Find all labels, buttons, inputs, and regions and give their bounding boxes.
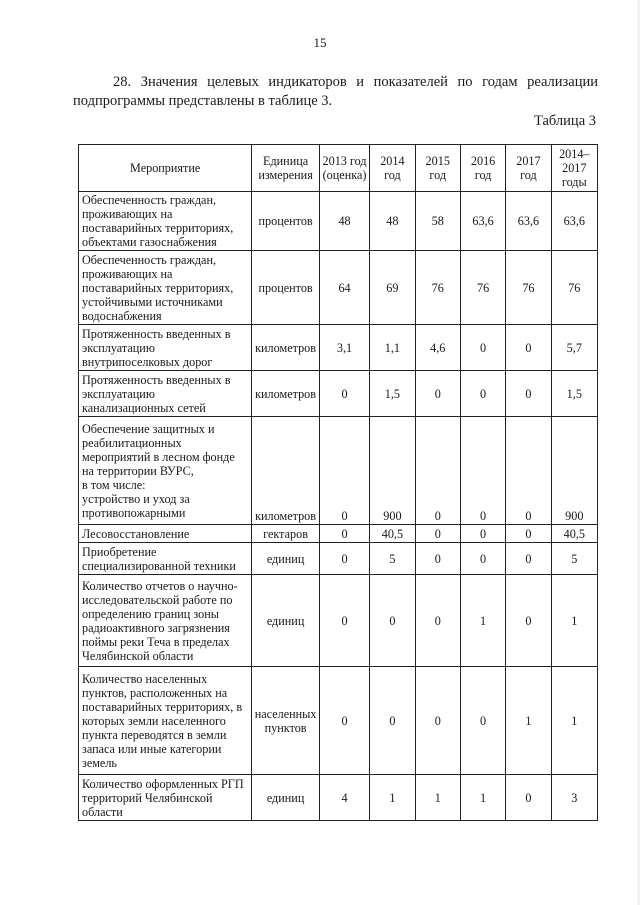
row-total: 5,7 (551, 325, 597, 371)
row-total: 1,5 (551, 371, 597, 417)
row-2017: 76 (506, 251, 551, 325)
table-row (79, 525, 598, 543)
row-2014: 1,1 (370, 325, 415, 371)
row-unit: процентов (252, 251, 320, 325)
header-2013: 2013 год (оценка) (319, 145, 369, 192)
table-row (79, 371, 598, 417)
row-2014: 0 (370, 575, 415, 667)
row-2017: 0 (506, 371, 551, 417)
table-row (79, 667, 598, 775)
row-measure-main: Обеспечение защитных и реабилитационных мероприятий в лесном фонде на территории ВУРС, (82, 421, 235, 478)
table-row (79, 251, 598, 325)
row-2017: 0 (506, 325, 551, 371)
row-2015: 58 (415, 192, 460, 251)
row-measure: Приобретение специализированной техники (79, 543, 252, 575)
row-total: 63,6 (551, 192, 597, 251)
row-2017: 0 (506, 575, 551, 667)
row-2015: 1 (415, 775, 460, 821)
row-measure: Лесовосстановление (79, 525, 252, 543)
row-2017: 0 (506, 525, 551, 543)
row-2016: 0 (460, 667, 505, 775)
table-row (79, 417, 598, 525)
row-2017: 0 (506, 543, 551, 575)
row-measure: Количество населенных пунктов, расположенных на поставарийных территориях, в которых земли населенного пункта переводятся в земли запаса или иные категории земель (79, 667, 252, 775)
row-unit: процентов (252, 192, 320, 251)
row-2015: 0 (415, 543, 460, 575)
row-measure (79, 417, 252, 525)
row-2017: 0 (506, 417, 551, 525)
row-2014: 69 (370, 251, 415, 325)
header-2015: 2015 год (415, 145, 460, 192)
row-2014: 40,5 (370, 525, 415, 543)
row-total: 5 (551, 543, 597, 575)
row-2013: 3,1 (319, 325, 369, 371)
row-2013: 0 (319, 667, 369, 775)
row-2016: 1 (460, 575, 505, 667)
row-2014: 48 (370, 192, 415, 251)
header-2014: 2014 год (370, 145, 415, 192)
row-total: 40,5 (551, 525, 597, 543)
indicators-table (78, 144, 598, 821)
row-2013: 48 (319, 192, 369, 251)
row-2017: 63,6 (506, 192, 551, 251)
table-row (79, 543, 598, 575)
row-2014: 900 (370, 417, 415, 525)
header-2016: 2016 год (460, 145, 505, 192)
row-2015: 4,6 (415, 325, 460, 371)
row-2013: 4 (319, 775, 369, 821)
row-unit: километров (252, 371, 320, 417)
row-unit: километров (252, 417, 320, 525)
row-2016: 1 (460, 775, 505, 821)
row-2013: 0 (319, 525, 369, 543)
table-row (79, 192, 598, 251)
header-unit: Единица измерения (252, 145, 320, 192)
row-measure: Количество оформленных РГП территорий Челябинской области (79, 775, 252, 821)
row-unit: единиц (252, 543, 320, 575)
table-header-row (79, 145, 598, 192)
row-total: 76 (551, 251, 597, 325)
row-2016: 0 (460, 325, 505, 371)
row-unit: населенных пунктов (252, 667, 320, 775)
row-2016: 0 (460, 543, 505, 575)
table-row (79, 775, 598, 821)
row-2013: 0 (319, 371, 369, 417)
row-2014: 5 (370, 543, 415, 575)
row-measure: Протяженность введенных в эксплуатацию внутрипоселковых дорог (79, 325, 252, 371)
row-2017: 0 (506, 775, 551, 821)
row-2013: 0 (319, 543, 369, 575)
row-2017: 1 (506, 667, 551, 775)
row-measure-sub: устройство и уход за противопожарными (82, 491, 190, 520)
row-2013: 0 (319, 417, 369, 525)
row-2015: 76 (415, 251, 460, 325)
row-2014: 0 (370, 667, 415, 775)
intro-paragraph: 28. Значения целевых индикаторов и показателей по годам реализации подпрограммы представлены в таблице 3. (73, 73, 598, 109)
header-2017: 2017 год (506, 145, 551, 192)
row-measure: Протяженность введенных в эксплуатацию канализационных сетей (79, 371, 252, 417)
table-row (79, 575, 598, 667)
row-total: 900 (551, 417, 597, 525)
row-total: 3 (551, 775, 597, 821)
row-unit: километров (252, 325, 320, 371)
row-2013: 0 (319, 575, 369, 667)
table-caption: Таблица 3 (533, 113, 596, 129)
table-row (79, 325, 598, 371)
row-2015: 0 (415, 417, 460, 525)
row-total: 1 (551, 575, 597, 667)
row-2015: 0 (415, 667, 460, 775)
row-2013: 64 (319, 251, 369, 325)
row-unit: единиц (252, 575, 320, 667)
header-total: 2014– 2017 годы (551, 145, 597, 192)
row-2015: 0 (415, 575, 460, 667)
row-unit: гектаров (252, 525, 320, 543)
row-total: 1 (551, 667, 597, 775)
row-measure: Обеспеченность граждан, проживающих на поставарийных территориях, устойчивыми источниками водоснабжения (79, 251, 252, 325)
row-2016: 0 (460, 417, 505, 525)
row-measure: Обеспеченность граждан, проживающих на поставарийных территориях, объектами газоснабжения (79, 192, 252, 251)
row-2014: 1 (370, 775, 415, 821)
row-2016: 0 (460, 525, 505, 543)
row-unit: единиц (252, 775, 320, 821)
row-2014: 1,5 (370, 371, 415, 417)
row-measure: Количество отчетов о научно-исследовательской работе по определению границ зоны радиоактивного загрязнения поймы реки Теча в пределах Челябинской области (79, 575, 252, 667)
row-2016: 76 (460, 251, 505, 325)
row-2015: 0 (415, 371, 460, 417)
page-number: 15 (313, 35, 327, 50)
row-2015: 0 (415, 525, 460, 543)
row-2016: 0 (460, 371, 505, 417)
row-measure-sub: в том числе: (82, 477, 146, 492)
row-2016: 63,6 (460, 192, 505, 251)
header-measure: Мероприятие (79, 145, 252, 192)
